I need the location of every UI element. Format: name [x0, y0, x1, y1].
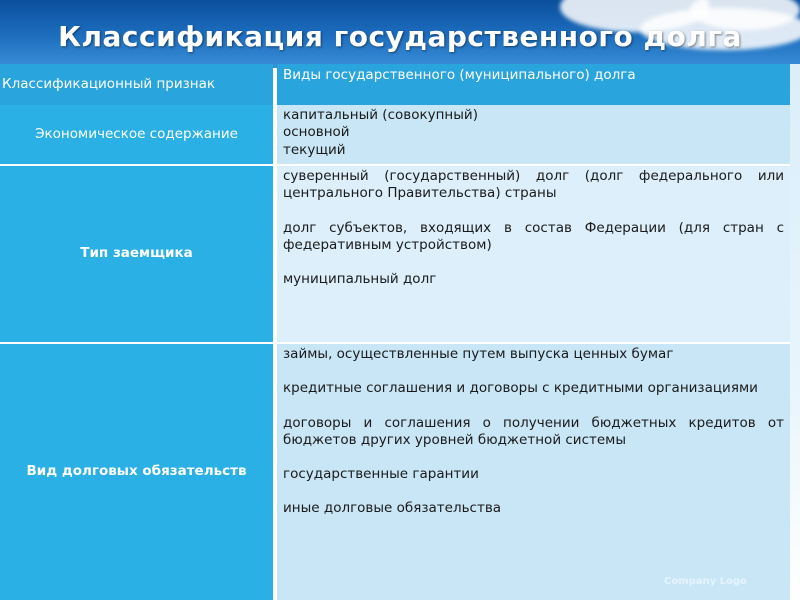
criterion-label: Вид долговых обязательств: [26, 463, 247, 480]
criterion-label: Тип заемщика: [80, 245, 193, 262]
company-logo: Company Logo: [664, 576, 747, 587]
debt-type-item: муниципальный долг: [283, 271, 437, 288]
debt-type-item: текущий: [283, 141, 346, 158]
classification-table: [0, 64, 790, 600]
criterion-label: Экономическое содержание: [35, 125, 238, 142]
debt-type-item: капитальный (совокупный): [283, 107, 478, 123]
table-header-criterion: Классификационный признак: [0, 64, 273, 105]
debt-type-item: суверенный (государственный) долг (долг федерального или центрального Правительства) страны: [283, 168, 784, 202]
debt-type-item: иные долговые обязательства: [283, 500, 502, 517]
debt-type-item: договоры и соглашения о получении бюджетных кредитов от бюджетов других уровней бюджетной системы: [283, 414, 784, 448]
decorative-side-strip: [790, 64, 800, 600]
debt-type-item: займы, осуществленные путем выпуска ценных бумаг: [283, 346, 674, 362]
table-row-types: [277, 105, 790, 164]
title-banner: [0, 0, 800, 68]
debt-type-item: кредитные соглашения и договоры с кредитными организациями: [283, 380, 758, 397]
table-row-types: [277, 166, 790, 342]
slide-title: Классификация государственного долга: [58, 20, 742, 53]
debt-type-item: основной: [283, 124, 350, 141]
table-row-criterion: [0, 166, 273, 342]
table-row-criterion: [0, 344, 273, 600]
table-header-types: Виды государственного (муниципального) долга: [277, 64, 790, 105]
table-row-types: [277, 344, 790, 600]
debt-type-item: государственные гарантии: [283, 466, 479, 483]
table-row-criterion: [0, 105, 273, 164]
debt-type-item: долг субъектов, входящих в состав Федерации (для стран с федеративным устройством): [283, 219, 784, 253]
